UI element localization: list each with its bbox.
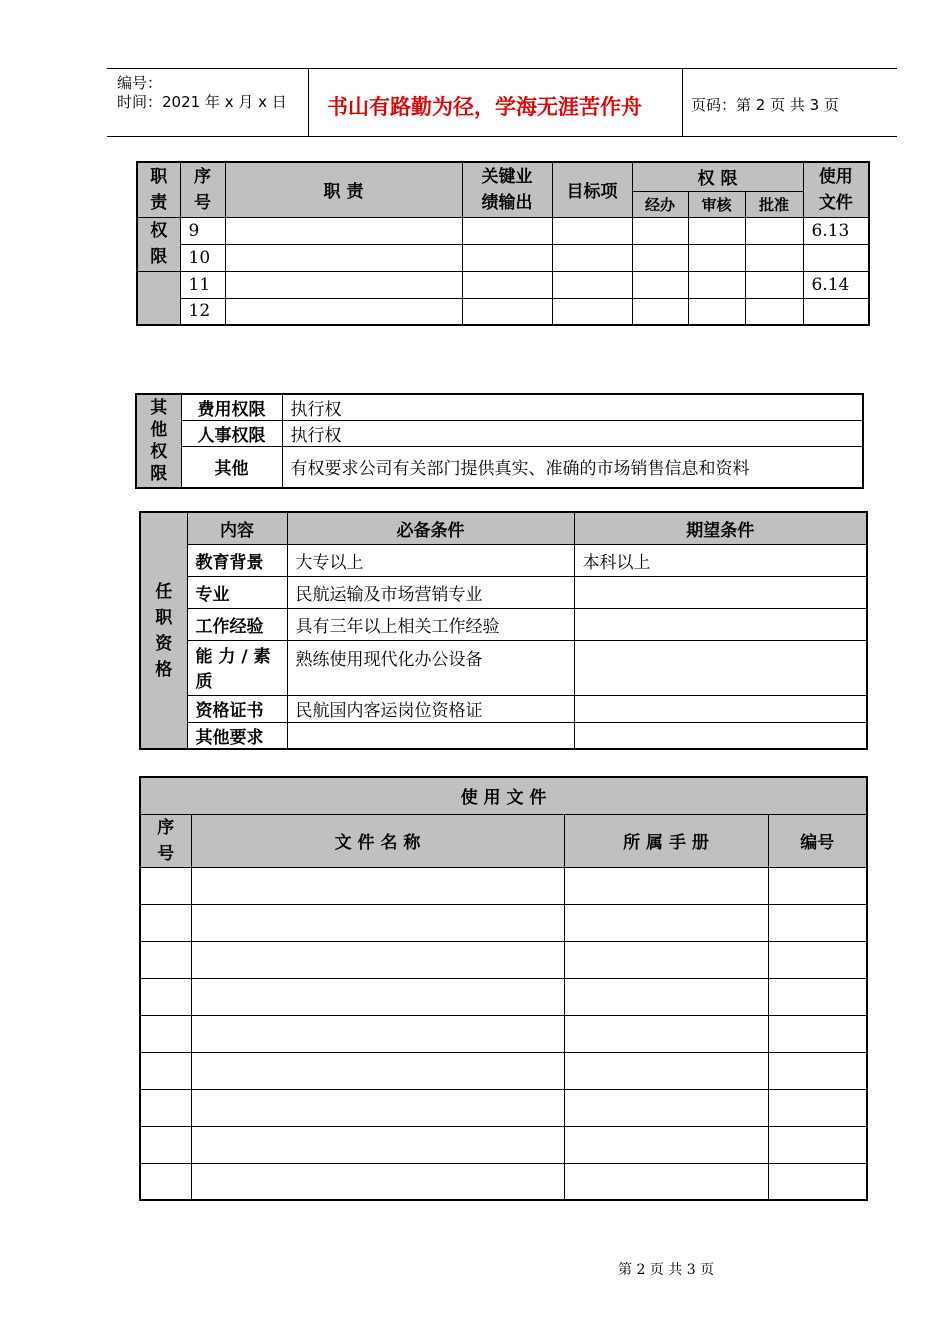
document-seq-cell xyxy=(140,867,191,904)
duty-row-approve xyxy=(745,217,803,244)
document-name-cell xyxy=(191,1126,564,1163)
document-code-cell xyxy=(768,867,867,904)
document-code-cell xyxy=(768,1089,867,1126)
document-name-cell xyxy=(191,941,564,978)
duties-side-filler xyxy=(137,271,180,325)
header-divider-left xyxy=(308,68,309,136)
duty-row-review xyxy=(688,271,745,298)
qualification-row-required: 民航运输及市场营销专业 xyxy=(287,576,574,608)
qualification-row-required: 大专以上 xyxy=(287,544,574,576)
qualification-row-name: 专业 xyxy=(187,576,287,608)
document-code-cell xyxy=(768,1126,867,1163)
header-top-line xyxy=(107,68,897,69)
documents-table xyxy=(139,776,868,1201)
document-code-cell xyxy=(768,1052,867,1089)
document-code-cell xyxy=(768,1015,867,1052)
document-row xyxy=(140,1052,867,1089)
duty-row-file: 6.13 xyxy=(803,217,869,244)
duty-row-seq: 11 xyxy=(180,271,225,298)
qualification-row-required xyxy=(287,722,574,749)
document-name-cell xyxy=(191,1015,564,1052)
document-manual-cell xyxy=(564,941,768,978)
duty-row-seq: 12 xyxy=(180,298,225,325)
document-manual-cell xyxy=(564,1089,768,1126)
document-seq-cell xyxy=(140,941,191,978)
duty-row-approve xyxy=(745,271,803,298)
page-footer: 第 2 页 共 3 页 xyxy=(618,1262,715,1278)
document-manual-cell xyxy=(564,904,768,941)
other-authority-value: 执行权 xyxy=(282,394,863,421)
qualification-row-name: 能 力 / 素质 xyxy=(187,640,287,695)
document-row xyxy=(140,978,867,1015)
header-slogan: 书山有路勤为径，学海无涯苦作舟 xyxy=(327,95,642,119)
doc-code-label: 编号： xyxy=(117,74,163,92)
qualification-col-required: 必备条件 xyxy=(287,512,574,544)
documents-col-manual: 所 属 手 册 xyxy=(564,814,768,867)
qualification-row-expected: 本科以上 xyxy=(574,544,867,576)
other-authority-name: 其他 xyxy=(181,447,282,488)
document-name-cell xyxy=(191,1089,564,1126)
documents-col-code: 编号 xyxy=(768,814,867,867)
document-row xyxy=(140,941,867,978)
qualification-col-expected: 期望条件 xyxy=(574,512,867,544)
page-number-label: 页码：第 2 页 共 3 页 xyxy=(691,96,839,114)
document-seq-cell xyxy=(140,1052,191,1089)
duty-row-handle xyxy=(632,298,688,325)
document-code-cell xyxy=(768,1163,867,1200)
duty-row-target xyxy=(552,244,632,271)
other-authority-name: 费用权限 xyxy=(181,394,282,421)
duties-table xyxy=(136,161,870,326)
duties-col-output: 关键业 绩输出 xyxy=(462,162,552,217)
duty-row-handle xyxy=(632,217,688,244)
document-seq-cell xyxy=(140,1015,191,1052)
duty-row-approve xyxy=(745,298,803,325)
document-code-cell xyxy=(768,941,867,978)
duties-col-authority: 权 限 xyxy=(632,162,803,191)
duty-row-duty xyxy=(225,298,462,325)
duties-col-approve: 批准 xyxy=(745,191,803,217)
document-name-cell xyxy=(191,867,564,904)
duties-side-label-top: 职 责 xyxy=(137,162,180,217)
qualification-table xyxy=(139,511,868,750)
duties-col-review: 审核 xyxy=(688,191,745,217)
document-row xyxy=(140,1163,867,1200)
document-code-cell xyxy=(768,978,867,1015)
qualification-row-name: 工作经验 xyxy=(187,608,287,640)
duty-row-duty xyxy=(225,271,462,298)
duty-row-duty xyxy=(225,244,462,271)
document-row xyxy=(140,1015,867,1052)
qualification-row-name: 教育背景 xyxy=(187,544,287,576)
duty-row-review xyxy=(688,244,745,271)
document-name-cell xyxy=(191,978,564,1015)
qualification-side-label: 任 职 资 格 xyxy=(140,512,187,749)
qualification-row-expected xyxy=(574,722,867,749)
duty-row-file xyxy=(803,244,869,271)
duty-row-review xyxy=(688,217,745,244)
document-seq-cell xyxy=(140,1163,191,1200)
duty-row-file: 6.14 xyxy=(803,271,869,298)
document-row xyxy=(140,867,867,904)
duty-row-handle xyxy=(632,244,688,271)
document-manual-cell xyxy=(564,1163,768,1200)
document-row xyxy=(140,904,867,941)
qualification-row-expected xyxy=(574,576,867,608)
duty-row-output xyxy=(462,298,552,325)
duties-col-target: 目标项 xyxy=(552,162,632,217)
qualification-row-required: 民航国内客运岗位资格证 xyxy=(287,695,574,722)
documents-title: 使 用 文 件 xyxy=(140,777,867,814)
document-seq-cell xyxy=(140,978,191,1015)
duties-col-handle: 经办 xyxy=(632,191,688,217)
qualification-row-required: 具有三年以上相关工作经验 xyxy=(287,608,574,640)
duty-row-output xyxy=(462,244,552,271)
document-seq-cell xyxy=(140,1089,191,1126)
qualification-row-expected xyxy=(574,640,867,695)
document-code-cell xyxy=(768,904,867,941)
duties-col-file: 使用 文件 xyxy=(803,162,869,217)
document-row xyxy=(140,1126,867,1163)
document-row xyxy=(140,1089,867,1126)
duty-row-duty xyxy=(225,217,462,244)
duty-row-target xyxy=(552,298,632,325)
document-manual-cell xyxy=(564,1015,768,1052)
duty-row-seq: 9 xyxy=(180,217,225,244)
other-authority-value: 执行权 xyxy=(282,421,863,447)
other-authority-side-label: 其 他 权 限 xyxy=(136,394,181,488)
duty-row-seq: 10 xyxy=(180,244,225,271)
duty-row-output xyxy=(462,271,552,298)
qualification-row-name: 资格证书 xyxy=(187,695,287,722)
qualification-row-expected xyxy=(574,695,867,722)
duty-row-target xyxy=(552,217,632,244)
doc-date-label: 时间：2021 年 x 月 x 日 xyxy=(117,93,287,111)
document-name-cell xyxy=(191,1163,564,1200)
qualification-row-required: 熟练使用现代化办公设备 xyxy=(287,640,574,695)
other-authority-name: 人事权限 xyxy=(181,421,282,447)
duty-row-output xyxy=(462,217,552,244)
duty-row-file xyxy=(803,298,869,325)
other-authority-table xyxy=(135,393,864,489)
documents-col-name: 文 件 名 称 xyxy=(191,814,564,867)
header-divider-right xyxy=(682,68,683,136)
duty-row-review xyxy=(688,298,745,325)
qualification-row-expected xyxy=(574,608,867,640)
document-manual-cell xyxy=(564,1052,768,1089)
duty-row-handle xyxy=(632,271,688,298)
document-name-cell xyxy=(191,904,564,941)
header-bottom-line xyxy=(107,136,897,137)
document-manual-cell xyxy=(564,978,768,1015)
qualification-row-name: 其他要求 xyxy=(187,722,287,749)
duty-row-approve xyxy=(745,244,803,271)
document-name-cell xyxy=(191,1052,564,1089)
duty-row-target xyxy=(552,271,632,298)
other-authority-value: 有权要求公司有关部门提供真实、准确的市场销售信息和资料 xyxy=(282,447,863,488)
document-seq-cell xyxy=(140,904,191,941)
document-manual-cell xyxy=(564,867,768,904)
qualification-col-content: 内容 xyxy=(187,512,287,544)
duties-col-duty: 职 责 xyxy=(225,162,462,217)
document-manual-cell xyxy=(564,1126,768,1163)
document-seq-cell xyxy=(140,1126,191,1163)
duties-side-label-bottom: 权 限 xyxy=(137,217,180,271)
documents-col-seq: 序 号 xyxy=(140,814,191,867)
duties-col-seq: 序 号 xyxy=(180,162,225,217)
